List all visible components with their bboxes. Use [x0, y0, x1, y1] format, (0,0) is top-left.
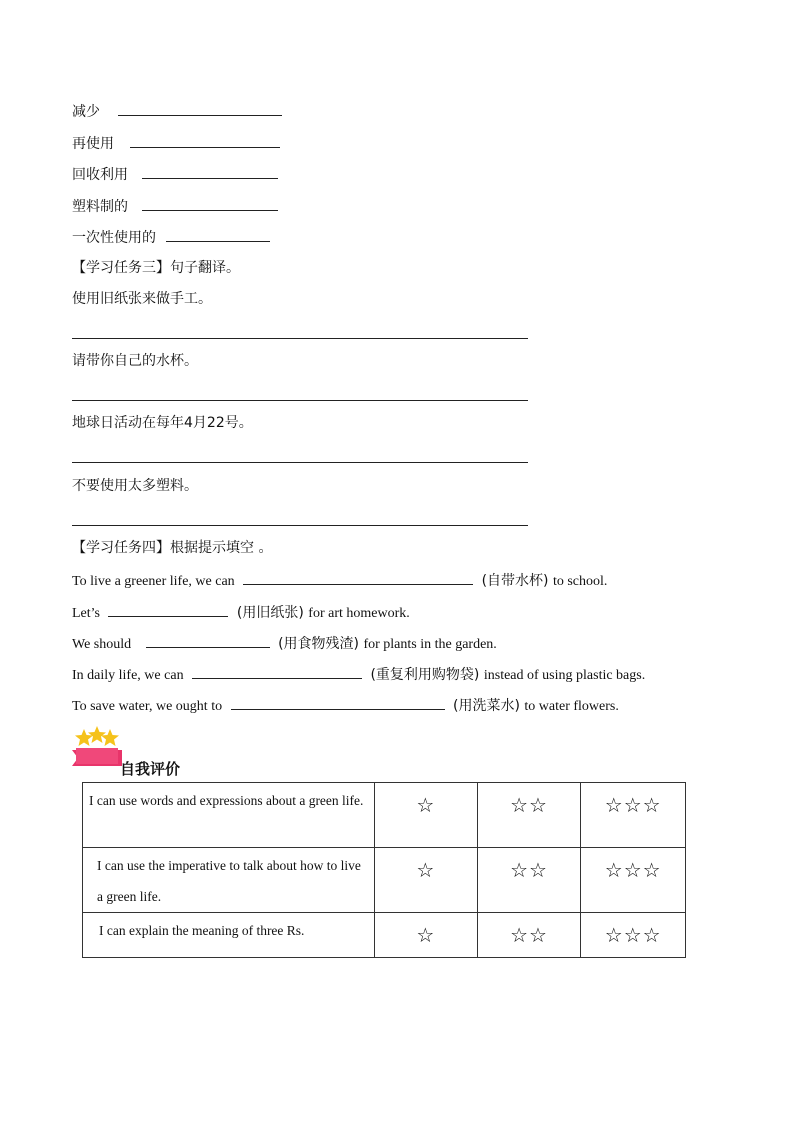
fill-item: [72, 695, 619, 717]
fill-item: [72, 633, 497, 655]
translation-prompt: 不要使用太多塑料。: [72, 478, 198, 494]
fill-item: [72, 570, 607, 592]
hint: (重复利用购物袋): [370, 667, 480, 683]
fill-item: [72, 602, 410, 624]
hint: (用旧纸张): [236, 605, 304, 621]
vocab-item: [72, 164, 278, 185]
answer-blank[interactable]: [146, 633, 270, 648]
fill-text: instead of using plastic bags.: [483, 668, 646, 683]
vocab-label: 再使用: [72, 136, 114, 152]
answer-blank[interactable]: [108, 602, 228, 617]
vocab-item: [72, 196, 278, 217]
vocab-item: [72, 101, 282, 122]
two-star-option[interactable]: ☆☆: [477, 848, 581, 913]
one-star-option[interactable]: ☆: [375, 783, 478, 848]
answer-line[interactable]: [72, 338, 528, 339]
stars-ribbon-icon: [70, 726, 124, 774]
hint: (用洗菜水): [453, 698, 520, 714]
answer-blank[interactable]: [130, 133, 280, 148]
three-star-option[interactable]: ☆☆☆: [581, 848, 686, 913]
fill-text: to water flowers.: [524, 699, 619, 714]
translation-prompt: 请带你自己的水杯。: [72, 353, 198, 369]
two-star-option[interactable]: ☆☆: [477, 913, 581, 958]
answer-blank[interactable]: [231, 695, 445, 710]
answer-blank[interactable]: [166, 227, 270, 242]
table-row: [83, 848, 686, 913]
translation-prompt: 使用旧纸张来做手工。: [72, 291, 212, 307]
translation-prompt: 地球日活动在每年4月22号。: [72, 415, 253, 431]
table-row: [83, 783, 686, 848]
answer-blank[interactable]: [118, 101, 282, 116]
fill-text: To save water, we ought to: [72, 699, 223, 714]
fill-item: [72, 664, 645, 686]
three-star-option[interactable]: ☆☆☆: [581, 783, 686, 848]
answer-blank[interactable]: [142, 196, 278, 211]
vocab-item: [72, 227, 270, 248]
answer-blank[interactable]: [243, 570, 473, 585]
one-star-option[interactable]: ☆: [375, 913, 478, 958]
three-star-option[interactable]: ☆☆☆: [581, 913, 686, 958]
hint: (自带水杯): [481, 573, 549, 589]
table-row: [83, 913, 686, 958]
fill-text: for plants in the garden.: [363, 637, 497, 652]
fill-text: In daily life, we can: [72, 668, 184, 683]
evaluation-statement: I can explain the meaning of three Rs.: [83, 913, 375, 958]
answer-blank[interactable]: [192, 664, 362, 679]
vocab-label: 减少: [72, 104, 100, 120]
task3-heading: 【学习任务三】句子翻译。: [72, 260, 240, 276]
one-star-option[interactable]: ☆: [375, 848, 478, 913]
two-star-option[interactable]: ☆☆: [477, 783, 581, 848]
fill-text: to school.: [552, 574, 608, 589]
hint: (用食物残渣): [278, 636, 359, 652]
answer-line[interactable]: [72, 400, 528, 401]
evaluation-statement: I can use the imperative to talk about how to live a green life.: [83, 848, 375, 913]
answer-line[interactable]: [72, 525, 528, 526]
evaluation-statement: I can use words and expressions about a green life.: [83, 783, 375, 848]
fill-text: To live a greener life, we can: [72, 574, 235, 589]
fill-text: We should: [72, 637, 132, 652]
answer-line[interactable]: [72, 462, 528, 463]
self-evaluation-title: 自我评价: [120, 760, 181, 778]
vocab-label: 塑料制的: [72, 199, 128, 215]
answer-blank[interactable]: [142, 164, 278, 179]
vocab-label: 回收利用: [72, 167, 128, 183]
fill-text: Let’s: [72, 606, 100, 621]
vocab-item: [72, 133, 280, 154]
task4-heading: 【学习任务四】根据提示填空 。: [72, 540, 273, 556]
fill-text: for art homework.: [308, 606, 410, 621]
self-evaluation-table: [82, 782, 686, 958]
vocab-label: 一次性使用的: [72, 230, 156, 246]
